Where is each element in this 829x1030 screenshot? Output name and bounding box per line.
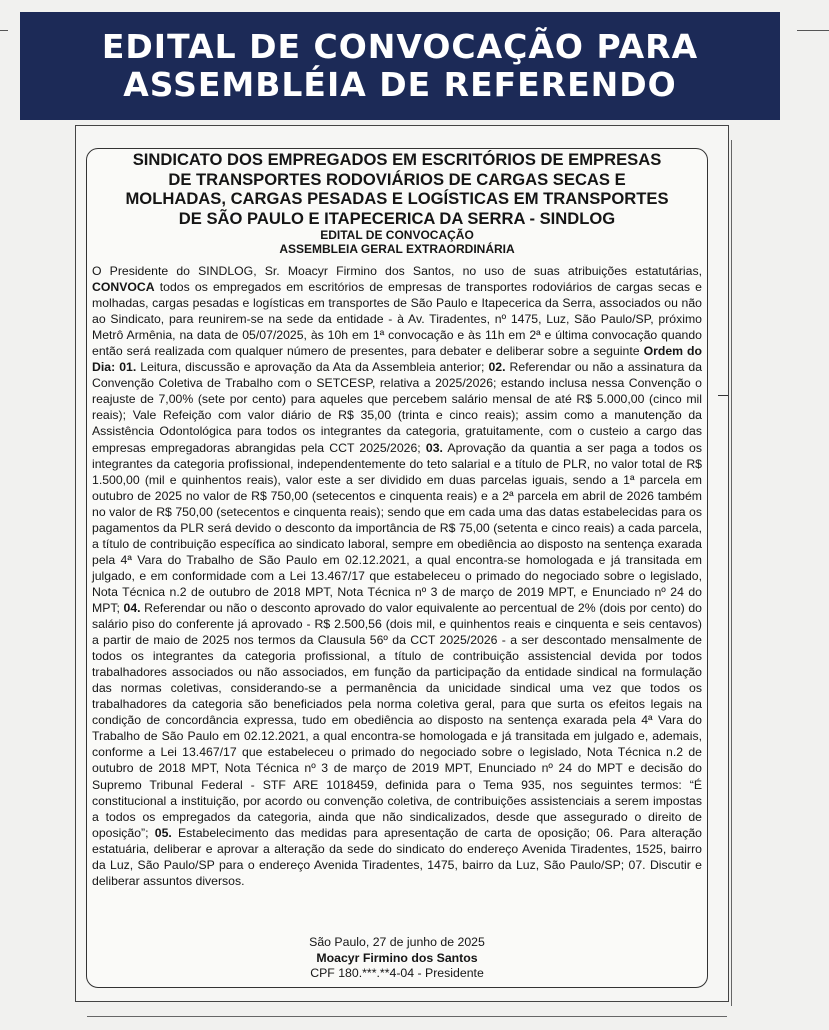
notice-header <box>92 150 702 256</box>
agenda-item-number: 03. <box>425 440 443 455</box>
agenda-item-number: 04. <box>123 600 141 615</box>
signer-cpf-role: CPF 180.***.**4-04 - Presidente <box>310 966 484 980</box>
signer-name: Moacyr Firmino dos Santos <box>316 950 478 965</box>
assembly-subtitle: ASSEMBLEIA GERAL EXTRAORDINÁRIA <box>279 242 515 256</box>
top-right-rule <box>797 30 829 31</box>
column-divider <box>731 140 732 1006</box>
banner-title-line2: ASSEMBLÉIA DE REFERENDO <box>123 65 677 104</box>
top-left-rule <box>0 30 8 31</box>
body-segment: O Presidente do SINDLOG, Sr. Moacyr Firmino dos Santos, no uso de suas atribuições estatutárias, <box>92 264 702 278</box>
agenda-item-number: 01. <box>119 360 137 375</box>
body-segment: Leitura, discussão e aprovação da Ata da Assembleia anterior; <box>136 360 489 375</box>
bottom-rule <box>87 1016 727 1017</box>
notice-subtitle: EDITAL DE CONVOCAÇÃO <box>320 228 474 242</box>
agenda-heading: Ordem do Dia: <box>92 344 703 375</box>
title-banner <box>20 12 780 120</box>
org-name-line3: MOLHADAS, CARGAS PESADAS E LOGÍSTICAS EM TRANSPORTES <box>125 189 669 208</box>
body-segment: Aprovação da quantia a ser paga a todos os integrantes da categoria profissional, independentemente do teto salarial e a título de PLR, no valor total de R$ 1.500,00 (mil e quinhentos reais), valor este a ser dividido em duas parcelas iguais, sendo a 1ª parcela em outubro de 2025 no valor de R$ 750,00 (setecentos e cinquenta reais) e a 2ª parcela em abril de 2026 também no valor de R$ 750,00 (setecentos e cinquenta reais); sendo que em cada uma das datas estabelecidas para os pagamentos da PLR será devido o desconto da importância de R$ 75,00 (setenta e cinco reais) a cada parcela, a título de contribuição específica ao sindicato laboral, sempre em obediência ao disposto na sentença exarada pela 4ª Vara do Trabalho de São Paulo em 02.12.2021, a qual encontra-se homologada e já transitada em julgado, e em conformidade com a Lei 13.467/17 que estabeleceu o primado do negociado sobre o legislado, Nota Técnica n.2 de outubro de 2018 MPT, Nota Técnica nº 3 de março de 2019 MPT, e Enunciado nº 24 do MPT; <box>92 440 702 615</box>
place-date: São Paulo, 27 de junho de 2025 <box>309 935 485 949</box>
body-segment: Referendar ou não a assinatura da Convenção Coletiva de Trabalho com o SETCESP, relativa a 2025/2026; estando inclusa nessa Convenção o reajuste de 7,00% (sete por cento) para aqueles que percebem salário mensal de até R$ 5.000,00 (cinco mil reais); Vale Refeição com valor diário de R$ 35,00 (trinta e cinco reais); assim como a manutenção da Assistência Odontológica para todos os integrantes da categoria, gratuitamente, com o custeio a cargo das empresas empregadoras abrangidas pela CCT 2025/2026; <box>92 360 703 455</box>
agenda-item-number: 02. <box>488 360 506 375</box>
convoca-word: CONVOCA <box>92 280 155 295</box>
signature-block <box>92 935 702 982</box>
body-segment: Referendar ou não o desconto aprovado do valor equivalente ao percentual de 2% (dois por cento) do salário piso do conferente já aprovado - R$ 2.500,56 (dois mil, e quinhentos reais e cinquenta e seis centavos) a partir de maio de 2025 nos termos da Clausula 56º da CCT 2025/2026 - a ser descontado mensalmente de todos os integrantes da categoria profissional, a título de contribuição assistencial devida por todos trabalhadores associados ou não associados, em função da participação da entidade sindical na formulação das normas coletivas, considerando-se a permanência da unicidade sindical uma vez que todos os trabalhadores da categoria são beneficiados pela norma coletiva geral, para que surta os efeitos legais na condição de concordância expressa, tudo em obediência ao disposto na sentença exarada pela 4ª Vara do Trabalho de São Paulo em 02.12.2021, a qual encontra-se homologada e já transitada em julgado e, ademais, conforme a Lei 13.467/17 que estabeleceu o primado do negociado sobre o legislado, Nota Técnica n.2 de outubro de 2018 MPT, Nota Técnica nº 3 de março de 2019 MPT, Enunciado nº 24 do MPT e decisão do Supremo Tribunal Federal - STF ARE 1018459, definida para o Tema 935, nos seguintes termos: “É constitucional a instituição, por acordo ou convenção coletiva, de contribuições assistenciais a serem impostas a todos os empregados da categoria, ainda que não sindicalizados, desde que assegurado o direito de oposição”; <box>92 600 702 840</box>
body-segment: todos os empregados em escritórios de empresas de transportes rodoviários de cargas secas e molhadas, cargas pesadas e logísticas em transportes de São Paulo e Itapecerica da Serra, associados ou não ao Sindicato, para reunirem-se na sede da entidade - à Av. Tiradentes, nº 1475, Luz, São Paulo/SP, próximo Metrô Armênia, na data de 05/07/2025, às 10h em 1ª convocação e às 11h em 2ª e última convocação quando então será realizada com qualquer número de presentes, para debater e deliberar sobre a seguinte <box>92 280 702 359</box>
org-name-line1: SINDICATO DOS EMPREGADOS EM ESCRITÓRIOS DE EMPRESAS <box>132 150 662 169</box>
body-segment: Estabelecimento das medidas para apresentação de carta de oposição; 06. Para alteração estatuária, deliberar e aprovar a alteração da sede do sindicato do endereço Avenida Tiradentes, 1525, bairro da Luz, São Paulo/SP para o endereço Avenida Tiradentes, 1475, bairro da Luz, São Paulo/SP; 07. Discutir e deliberar assuntos diversos. <box>92 825 702 888</box>
agenda-item-number: 05. <box>154 825 172 840</box>
side-tick-mark <box>718 395 728 396</box>
notice-body <box>92 263 702 889</box>
org-name-line4: DE SÃO PAULO E ITAPECERICA DA SERRA - SINDLOG <box>178 208 616 228</box>
banner-title-line1: EDITAL DE CONVOCAÇÃO PARA <box>101 27 699 66</box>
org-name-line2: DE TRANSPORTES RODOVIÁRIOS DE CARGAS SECAS E <box>168 169 626 189</box>
